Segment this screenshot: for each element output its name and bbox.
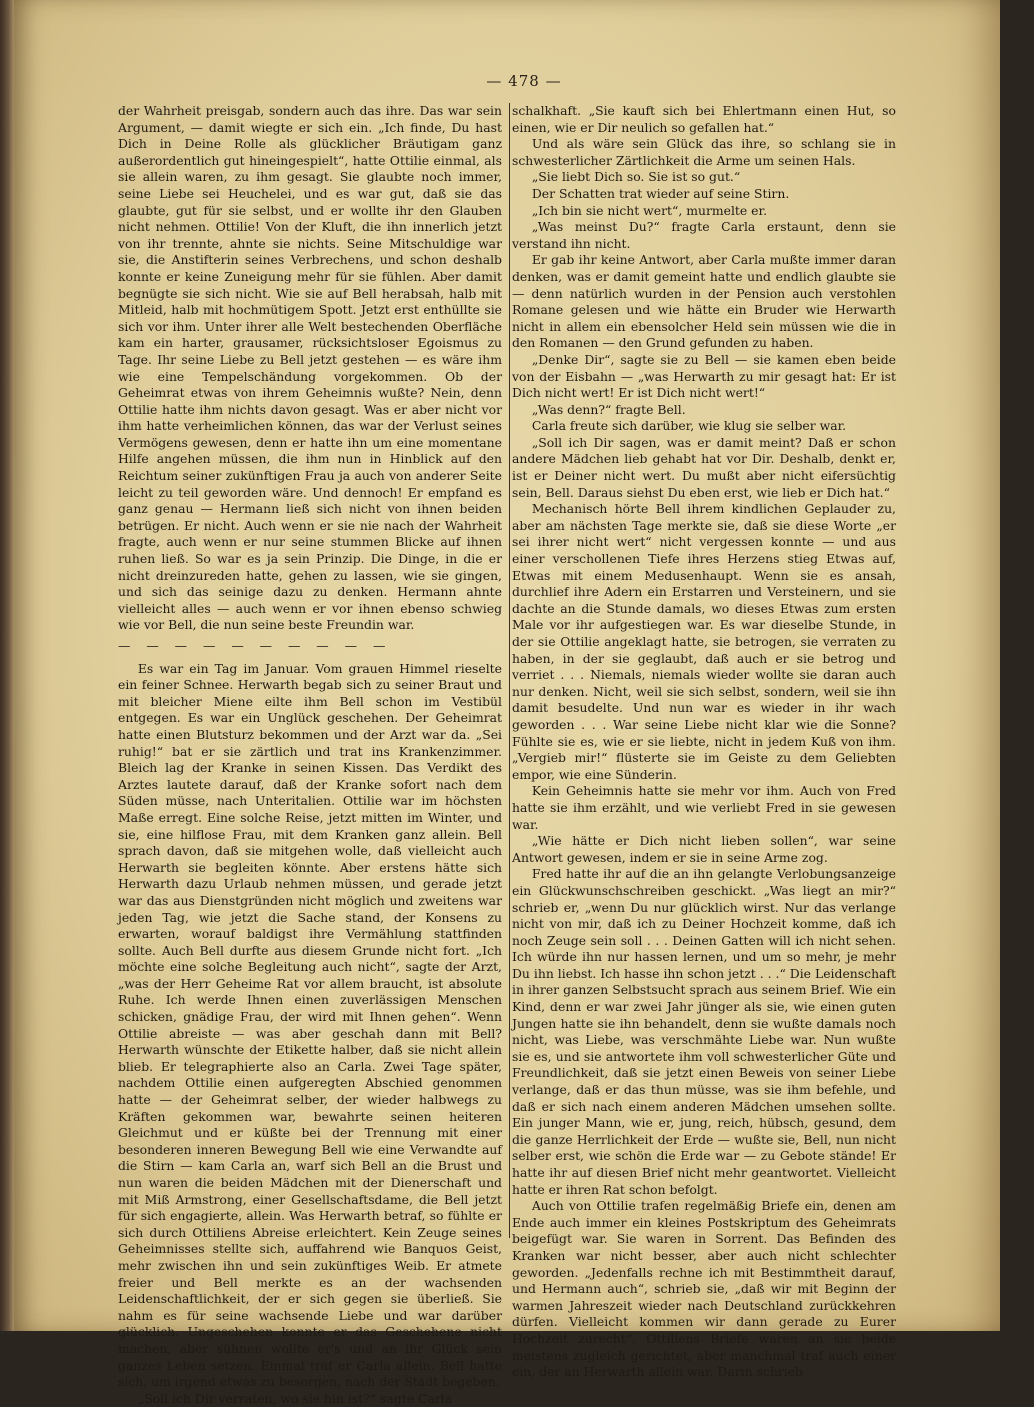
paragraph: „Was meinst Du?“ fragte Carla erstaunt, denn sie verstand ihn nicht. bbox=[512, 219, 896, 251]
paragraph: „Soll ich Dir sagen, was er damit meint? Daß er schon andere Mädchen lieb gehabt hat vor Dir. Deshalb, denkt er, ist er Deiner nicht wert. Du mußt aber nicht eifersüchtig sein, Bell. Daraus siehst Du eben erst, wie lieb er Dich hat.“ bbox=[512, 434, 896, 500]
paragraph: „Sie liebt Dich so. Sie ist so gut.“ bbox=[531, 169, 741, 185]
paragraph: Es war ein Tag im Januar. Vom grauen Himmel rieselte ein feiner Schnee. Herwarth begab sich zu seiner Braut und mit bleicher Miene eilte ihm Bell schon im Vestibül entgegen. Es war ein Unglück geschehen. Der Geheimrat hatte einen Blutsturz bekommen und der Arzt war da. „Sei ruhig!“ bat er sie zärtlich und trat ins Krankenzimmer. Bleich lag der Kranke in seinen Kissen. Das Verdikt des Arztes lautete darauf, daß der Kranke sofort nach dem Süden müsse, nach Unteritalien. Ottilie war im höchsten Maße erregt. Eine solche Reise, jetzt mitten im Winter, und sie, eine hilflose Frau, mit dem Kranken ganz allein. Bell sprach davon, daß sie mitgehen wolle, daß vielleicht auch Herwarth sie begleiten könnte. Aber erstens hätte sich Herwarth dazu Urlaub nehmen müssen, und gerade jetzt war das aus Dienstgründen nicht möglich und zweitens war jeden Tag, wie jetzt die Sache stand, der Konsens zu erwarten, worauf baldigst ihre Vermählung stattfinden sollte. Auch Bell durfte aus diesem Grunde nicht fort. „Ich möchte eine solche Begleitung auch nicht“, sagte der Arzt, „was der Herr Geheime Rat vor allem braucht, ist absolute Ruhe. Ich werde Ihnen einen zuverlässigen Menschen schicken, gnädige Frau, der wird mit Ihnen gehen“. Wenn Ottilie abreiste — was aber geschah dann mit Bell? Herwarth wünschte der Etikette halber, daß sie nicht allein blieb. Er telegraphierte also an Carla. Zwei Tage später, nachdem Ottilie einen aufgeregten Abschied genommen hatte — der Geheimrat selber, der wieder halbwegs zu Kräften gekommen war, bewahrte seinen heiteren Gleichmut und er küßte bei der Trennung mit einer besonderen inneren Bewegung Bell wie eine Verwandte auf die Stirn — kam Carla an, warf sich Bell an die Brust und nun waren die beiden Mädchen mit der Dienerschaft und mit Miß Armstrong, einer Gesellschaftsdame, die Bell jetzt für sich engagierte, allein. Was Herwarth betraf, so fühlte er sich durch Ottiliens Abreise erleichtert. Kein Zeuge seines Geheimnisses stellte sich, auffahrend wie Banquos Geist, mehr zwischen ihn und sein zukünftiges Weib. Er atmete freier und Bell merkte es an der wachsenden Leidenschaftlichkeit, der er sich gegen sie überließ. Sie nahm es für seine wachsende Liebe und war darüber glücklich. Ungeschehen konnte er das Geschehene nicht machen, aber sühnen wollte er's und an ihr Glück sein ganzes Leben setzen. Einmal traf er Carla allein. Bell hatte sich, um irgend etwas zu besorgen, nach der Stadt begeben. bbox=[118, 660, 502, 1390]
paragraph: Kein Geheimnis hatte sie mehr vor ihm. Auch von Fred hatte sie ihm erzählt, und wie verliebt Fred in sie gewesen war. bbox=[512, 783, 896, 832]
paragraph: „Wie hätte er Dich nicht lieben sollen“, war seine Antwort gewesen, indem er sie in seine Arme zog. bbox=[512, 833, 896, 865]
paragraph: Der Schatten trat wieder auf seine Stirn. bbox=[531, 185, 790, 201]
column-divider bbox=[509, 103, 510, 1238]
right-column bbox=[512, 103, 896, 1380]
book-page bbox=[14, 0, 1000, 1406]
paragraph: Und als wäre sein Glück das ihre, so schlang sie in schwesterlicher Zärtlichkeit die Arme um seinen Hals. bbox=[512, 136, 896, 168]
paragraph: „Denke Dir“, sagte sie zu Bell — sie kamen eben beide von der Eisbahn — „was Herwarth zu mir gesagt hat: Er ist Dich nicht wert! Er ist Dich nicht wert!“ bbox=[512, 351, 896, 401]
paragraph: der Wahrheit preisgab, sondern auch das ihre. Das war sein Argument, — damit wiegte er sich ein. „Ich finde, Du hast Dich in Deine Rolle als glücklicher Bräutigam ganz außerordentlich gut hineingespielt“, hatte Ottilie einmal, als sie allein waren, zu ihm gesagt. Sie glaubte noch immer, seine Liebe sei Heuchelei, und es war gut, daß sie das glaubte, gut für sie selbst, und er wollte ihr den Glauben nicht nehmen. Ottilie! Von der Kluft, die ihn innerlich jetzt von ihr trennte, ahnte sie nichts. Seine Mitschuldige war sie, die Anstifterin seines Verbrechens, und schon deshalb konnte er keine Zuneigung mehr für sie fühlen. Aber damit begnügte sie sich nicht. Wie sie auf Bell herabsah, halb mit Mitleid, halb mit hochmütigem Spott. Jetzt erst enthüllte sie sich vor ihm. Unter ihrer alle Welt bestechenden Oberfläche kam ein harter, grausamer, rücksichtsloser Egoismus zu Tage. Ihr seine Liebe zu Bell jetzt gestehen — es wäre ihm wie eine Tempelschändung vorgekommen. Ob der Geheimrat etwas von ihrem Geheimnis wußte? Nein, denn Ottilie hatte ihm nichts davon gesagt. Was er aber nicht vor ihm hatte verheimlichen können, das war der Verlust seines Vermögens gewesen, denn er hatte ihn um eine momentane Hilfe angehen müssen, die ihm nun in Hinblick auf den Reichtum seiner zukünftigen Frau ja auch von anderer Seite leicht zu teil geworden wäre. Und dennoch! Er empfand es ganz genau — Hermann ließ sich nicht von ihnen beiden betrügen. Er nicht. Auch wenn er sie nie nach der Wahrheit fragte, auch wenn er nur seine stummen Blicke auf ihnen ruhen ließ. So war es ja sein Prinzip. Die Dinge, in die er nicht dreinzureden hatte, gehen zu lassen, wie sie gingen, und sich das seinige dazu zu denken. Hermann ahnte vielleicht alles — auch wenn er vor ihnen ebenso schwieg wie vor Bell, die nun seine beste Freundin war. bbox=[118, 103, 502, 633]
paragraph: „Was denn?“ fragte Bell. bbox=[531, 401, 686, 417]
book-spine-edge bbox=[0, 0, 14, 1331]
page-number: — 478 — bbox=[486, 72, 562, 90]
paragraph: Auch von Ottilie trafen regelmäßig Briefe ein, denen am Ende auch immer ein kleines Postskriptum des Geheimrats beigefügt war. Sie waren in Sorrent. Das Befinden des Kranken war nicht besser, aber auch nicht schlechter geworden. „Jedenfalls rechne ich mit Bestimmtheit darauf, und Hermann auch“, schrieb sie, „daß wir mit Beginn der warmen Jahreszeit wieder nach Deutschland zurückkehren dürfen. Vielleicht kommen wir dann gerade zu Eurer Hochzeit zurecht“. Ottiliens Briefe waren an sie beide meistens zugleich gerichtet, aber manchmal traf auch einer ein, der an Herwarth allein war. Darin schrieb bbox=[512, 1198, 896, 1380]
paragraph: schalkhaft. „Sie kauft sich bei Ehlertmann einen Hut, so einen, wie er Dir neulich so gefallen hat.“ bbox=[512, 103, 896, 135]
paragraph: Carla freute sich darüber, wie klug sie selber war. bbox=[531, 418, 847, 434]
left-column bbox=[118, 103, 502, 1406]
paragraph: „Ich bin sie nicht wert“, murmelte er. bbox=[531, 202, 768, 218]
section-separator: — — — — — — — — — — bbox=[118, 638, 392, 653]
paragraph: Fred hatte ihr auf die an ihn gelangte Verlobungsanzeige ein Glückwunschschreiben geschickt. „Was liegt an mir?“ schrieb er, „wenn Du nur glücklich wirst. Nur das verlange nicht von mir, daß ich zu Deiner Hochzeit komme, daß ich noch Zeuge sein soll . . . Deinen Gatten will ich nicht sehen. Ich würde ihn nur hassen lernen, und um so mehr, je mehr Du ihn liebst. Ich hasse ihn schon jetzt . . .“ Die Leidenschaft in ihrer ganzen Selbstsucht sprach aus seinem Brief. Wie ein Kind, denn er war zwei Jahr jünger als sie, wie einen guten Jungen hatte sie ihn behandelt, denn sie wußte damals noch nicht, was Liebe, was verschmähte Liebe war. Nun wußte sie es, und sie antwortete ihm voll schwesterlicher Güte und Freundlichkeit, daß sie jetzt einen Beweis von seiner Liebe verlange, daß er das thun müsse, was sie ihm befehle, und daß er sich nach einem anderen Mädchen umsehen sollte. Ein junger Mann, wie er, jung, reich, hübsch, gesund, dem die ganze Herrlichkeit der Erde — wußte sie, Bell, nun nicht selber erst, wie schön die Erde war — zu Gebote stände! Er hatte ihr auf diesen Brief nicht mehr geantwortet. Vielleicht hatte er ihren Rat schon befolgt. bbox=[512, 866, 896, 1197]
paragraph: Er gab ihr keine Antwort, aber Carla mußte immer daran denken, was er damit gemeint hatte und endlich glaubte sie — denn natürlich wurden in der Pension auch verstohlen Romane gelesen und wie hätte ein Bruder wie Herwarth nicht in allem ein ebensolcher Held sein müssen wie die in den Romanen — den Grund gefunden zu haben. bbox=[512, 252, 896, 351]
paragraph: „Soll ich Dir verraten, wo sie hin ist?“ sagte Carla bbox=[137, 1390, 453, 1406]
paragraph: Mechanisch hörte Bell ihrem kindlichen Geplauder zu, aber am nächsten Tage merkte sie, daß sie diese Worte „er sei ihrer nicht wert“ nicht vergessen konnte — und aus einer verschollenen Tiefe ihres Herzens stieg Etwas auf, Etwas mit einem Medusenhaupt. Wenn sie es ansah, durchlief ihre Adern ein Erstarren und Versteinern, und sie dachte an die Stunde damals, wo dieses Etwas zum ersten Male vor ihr aufgestiegen war. Es war dieselbe Stunde, in der sie Ottilie angeklagt hatte, sie betrogen, sie verraten zu haben, in der sie geglaubt, daß auch er sie betrog und verriet . . . Niemals, niemals wieder wollte sie daran auch nur denken. Nicht, weil sie sich selbst, sondern, weil sie ihn damit besudelte. Und nun war es wieder in ihr wach geworden . . . War seine Liebe nicht klar wie die Sonne? Fühlte sie es, wie er sie liebte, nicht in jedem Kuß von ihm. „Vergieb mir!“ flüsterte sie im Geiste zu dem Geliebten empor, wie eine Sünderin. bbox=[512, 501, 896, 782]
